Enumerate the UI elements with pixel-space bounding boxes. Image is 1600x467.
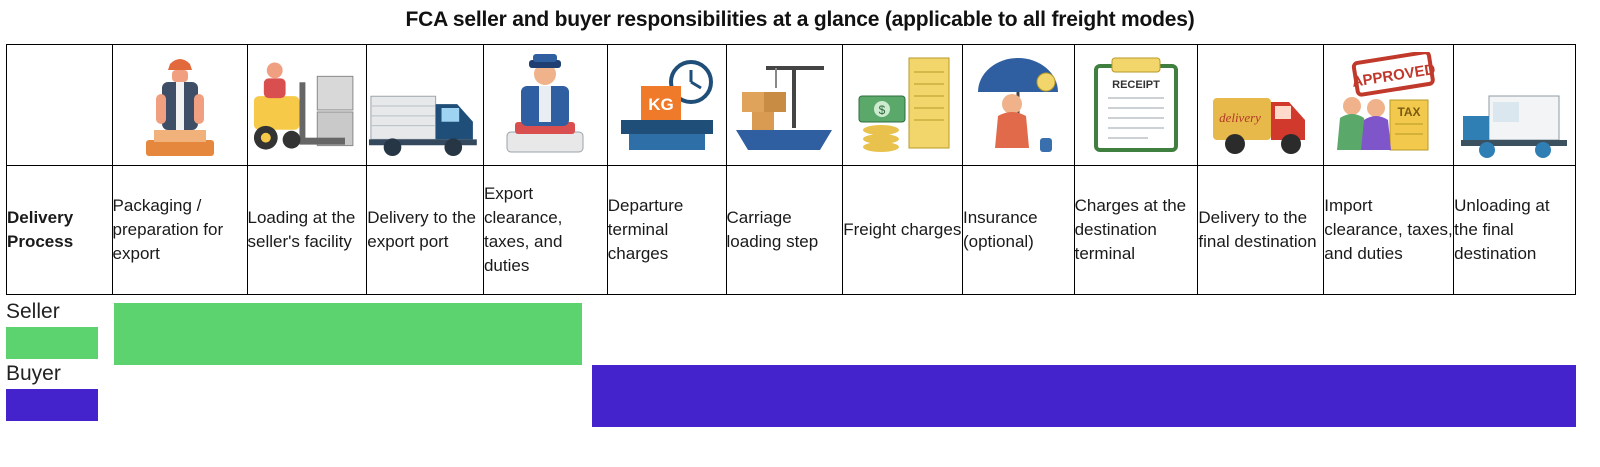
step-label-final-delivery: Delivery to the final destination bbox=[1198, 166, 1324, 295]
step-label-export-clearance: Export clearance, taxes, and duties bbox=[483, 166, 607, 295]
approved-stamp-tax-icon bbox=[1324, 46, 1453, 164]
icon-cell-import-clearance bbox=[1324, 45, 1454, 166]
icon-cell-packaging bbox=[112, 45, 247, 166]
step-label-packaging: Packaging / preparation for export bbox=[112, 166, 247, 295]
icon-cell-unloading bbox=[1454, 45, 1576, 166]
icon-cell-insurance bbox=[962, 45, 1074, 166]
step-label-delivery-export-port: Delivery to the export port bbox=[367, 166, 484, 295]
legend-label-buyer: Buyer bbox=[6, 362, 61, 385]
step-label-destination-charges: Charges at the destination terminal bbox=[1074, 166, 1198, 295]
weight-scale-kg-icon bbox=[608, 46, 726, 164]
icon-cell-carriage-loading bbox=[726, 45, 843, 166]
legend-swatch-seller bbox=[6, 327, 98, 359]
legend-and-bars bbox=[0, 301, 1600, 441]
svg-text:KG: KG bbox=[647, 95, 674, 114]
step-label-unloading: Unloading at the final destination bbox=[1454, 166, 1576, 295]
svg-text:TAX: TAX bbox=[1397, 105, 1421, 119]
ship-crane-loading-icon bbox=[727, 46, 843, 164]
seller-responsibility-bar bbox=[114, 303, 582, 365]
icon-cell-export-clearance bbox=[483, 45, 607, 166]
page-title: FCA seller and buyer responsibilities at a glance (applicable to all freight modes) bbox=[405, 8, 1195, 31]
legend-swatch-buyer bbox=[6, 389, 98, 421]
icon-cell-departure-terminal bbox=[607, 45, 726, 166]
row-header-delivery-process bbox=[7, 166, 113, 295]
umbrella-insurance-icon bbox=[963, 46, 1074, 164]
icon-cell-destination-charges bbox=[1074, 45, 1198, 166]
label-row bbox=[7, 166, 1576, 295]
delivery-van-icon bbox=[1198, 46, 1323, 164]
icon-row-corner bbox=[7, 45, 113, 166]
svg-text:delivery: delivery bbox=[1218, 110, 1261, 125]
svg-text:$: $ bbox=[878, 103, 885, 117]
step-label-freight-charges: Freight charges bbox=[843, 166, 963, 295]
svg-text:APPROVED: APPROVED bbox=[1350, 60, 1437, 91]
worker-packaging-icon bbox=[113, 46, 247, 164]
step-label-carriage-loading: Carriage loading step bbox=[726, 166, 843, 295]
row-header-line1: Delivery bbox=[7, 207, 74, 227]
step-label-departure-terminal: Departure terminal charges bbox=[607, 166, 726, 295]
step-label-insurance: Insurance (optional) bbox=[962, 166, 1074, 295]
responsibility-matrix bbox=[6, 44, 1576, 295]
money-invoice-icon bbox=[843, 46, 962, 164]
receipt-icon bbox=[1075, 46, 1198, 164]
icon-cell-final-delivery bbox=[1198, 45, 1324, 166]
icon-row bbox=[7, 45, 1576, 166]
icon-cell-loading bbox=[247, 45, 367, 166]
icon-cell-freight-charges bbox=[843, 45, 963, 166]
truck-delivery-icon bbox=[367, 46, 483, 164]
customs-officer-icon bbox=[484, 46, 607, 164]
unloading-truck-icon bbox=[1454, 46, 1575, 164]
svg-text:RECEIPT: RECEIPT bbox=[1112, 79, 1160, 91]
legend-label-seller: Seller bbox=[6, 300, 60, 323]
forklift-loading-icon bbox=[248, 46, 367, 164]
step-label-loading: Loading at the seller's facility bbox=[247, 166, 367, 295]
buyer-responsibility-bar bbox=[592, 365, 1576, 427]
row-header-line2: Process bbox=[7, 232, 74, 251]
icon-cell-delivery-export-port bbox=[367, 45, 484, 166]
step-label-import-clearance: Import clearance, taxes, and duties bbox=[1324, 166, 1454, 295]
seller-row bbox=[0, 301, 1600, 363]
buyer-row bbox=[0, 363, 1600, 425]
